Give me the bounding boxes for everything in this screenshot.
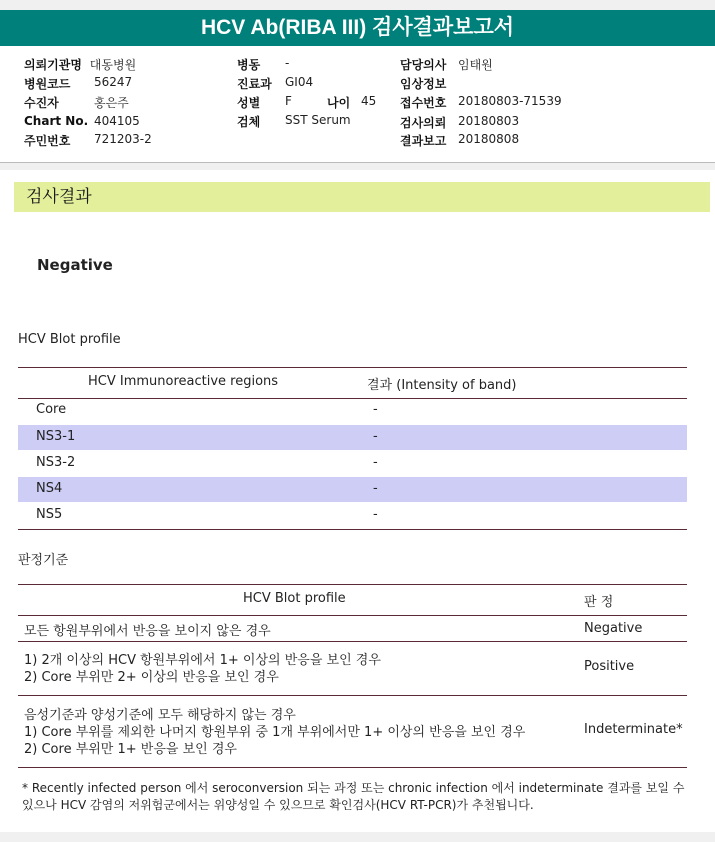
field-doctor: [400, 56, 493, 73]
field-value: 721203-2: [94, 132, 152, 146]
blot-row-region: NS3-2: [36, 455, 76, 470]
field-value: 20180803: [458, 114, 520, 128]
criteria-line: 2) Core 부위만 1+ 반응을 보인 경우: [24, 742, 237, 757]
field-chart-no: [24, 114, 140, 128]
criteria-line: 2) Core 부위만 2+ 이상의 반응을 보인 경우: [24, 670, 279, 685]
blot-row-result: -: [373, 455, 378, 470]
row-highlight: [18, 425, 687, 450]
blot-col-regions: HCV Immunoreactive regions: [88, 374, 279, 389]
field-value: 대동병원: [89, 58, 137, 72]
field-hospital-code: [24, 75, 133, 92]
field-value: F: [285, 94, 292, 108]
field-value: 404105: [94, 114, 140, 128]
table-divider: [18, 641, 687, 642]
table-divider: [18, 398, 687, 399]
field-label: 결과보고: [400, 134, 447, 148]
table-divider: [18, 767, 687, 768]
field-label: 병원코드: [24, 77, 71, 91]
footnote: * Recently infected person 에서 seroconversion 되는 과정 또는 chronic infection 에서 indeterminate 결과를 보일 수 있으나 HCV 감염의 저위험군에서는 위양성일 수 있으므로 확인검사(HCV RT-PCR)가 추천됩니다.: [22, 781, 685, 812]
criteria-line: 모든 항원부위에서 반응을 보이지 않은 경우: [24, 624, 271, 639]
field-specimen: [237, 113, 351, 130]
blot-row-result: -: [373, 481, 378, 496]
field-value: 20180808: [458, 132, 520, 146]
field-label: 검사의뢰: [400, 116, 447, 130]
field-receipt-no: [400, 94, 562, 111]
field-label: Chart No.: [24, 114, 89, 128]
field-request-date: [400, 114, 520, 131]
criteria-line: 1) Core 부위를 제외한 나머지 항원부위 중 1개 부위에서만 1+ 이상의 반응을 보인 경우: [24, 725, 526, 740]
blot-row-result: -: [373, 507, 378, 522]
field-value: -: [285, 56, 290, 70]
blot-row-region: NS5: [36, 507, 63, 522]
field-label: 진료과: [237, 77, 272, 91]
report-title: HCV Ab(RIBA III) 검사결과보고서: [0, 10, 715, 46]
field-label: 병동: [237, 58, 261, 72]
criteria-line: 음성기준과 양성기준에 모두 해당하지 않는 경우: [24, 708, 296, 723]
field-value: 20180803-71539: [458, 94, 562, 108]
table-divider: [18, 615, 687, 616]
field-label: 검체: [237, 115, 261, 129]
blot-profile-title: HCV Blot profile: [18, 332, 121, 347]
field-patient-name: [24, 94, 129, 111]
criteria-col-profile: HCV Blot profile: [243, 591, 346, 606]
criteria-line: 1) 2개 이상의 HCV 항원부위에서 1+ 이상의 반응을 보인 경우: [24, 653, 381, 668]
blot-row-region: NS4: [36, 481, 63, 496]
field-label: 주민번호: [24, 134, 71, 148]
criteria-judgement: Negative: [584, 621, 643, 636]
blot-row-result: -: [373, 429, 378, 444]
section-title: 검사결과: [14, 182, 710, 212]
field-department: [237, 75, 314, 92]
field-value: 56247: [94, 75, 133, 89]
table-divider: [18, 584, 687, 585]
field-label: 성별: [237, 96, 261, 110]
row-highlight: [18, 477, 687, 502]
field-label: 접수번호: [400, 96, 447, 110]
field-label: 수진자: [24, 96, 59, 110]
field-resident-no: [24, 132, 152, 149]
report-body: [0, 170, 715, 832]
blot-row-region: Core: [36, 402, 67, 417]
table-divider: [18, 367, 687, 368]
field-report-date: [400, 132, 520, 149]
patient-info-panel: [0, 46, 715, 163]
table-divider: [18, 529, 687, 530]
field-value: 홍은주: [94, 96, 129, 110]
field-label: 담당의사: [400, 58, 447, 72]
field-value: 임태원: [458, 58, 493, 72]
field-institution: [24, 56, 136, 73]
criteria-col-judgement: 판 정: [584, 595, 614, 610]
field-clinical-info: [400, 75, 446, 92]
field-age: [327, 94, 377, 111]
criteria-judgement: Indeterminate*: [584, 722, 683, 737]
field-label: 임상정보: [400, 77, 447, 91]
criteria-judgement: Positive: [584, 659, 635, 674]
field-value: SST Serum: [285, 113, 351, 127]
field-ward: [237, 56, 290, 73]
blot-row-result: -: [373, 402, 378, 417]
criteria-title: 판정기준: [18, 553, 69, 568]
blot-row-region: NS3-1: [36, 429, 76, 444]
field-label: 의뢰기관명: [24, 58, 82, 72]
blot-col-result: 결과 (Intensity of band): [367, 378, 517, 393]
table-divider: [18, 695, 687, 696]
field-label: 나이: [327, 96, 351, 110]
field-value: GI04: [285, 75, 314, 89]
field-value: 45: [361, 94, 377, 108]
field-sex: [237, 94, 292, 111]
result-value: Negative: [37, 256, 113, 274]
